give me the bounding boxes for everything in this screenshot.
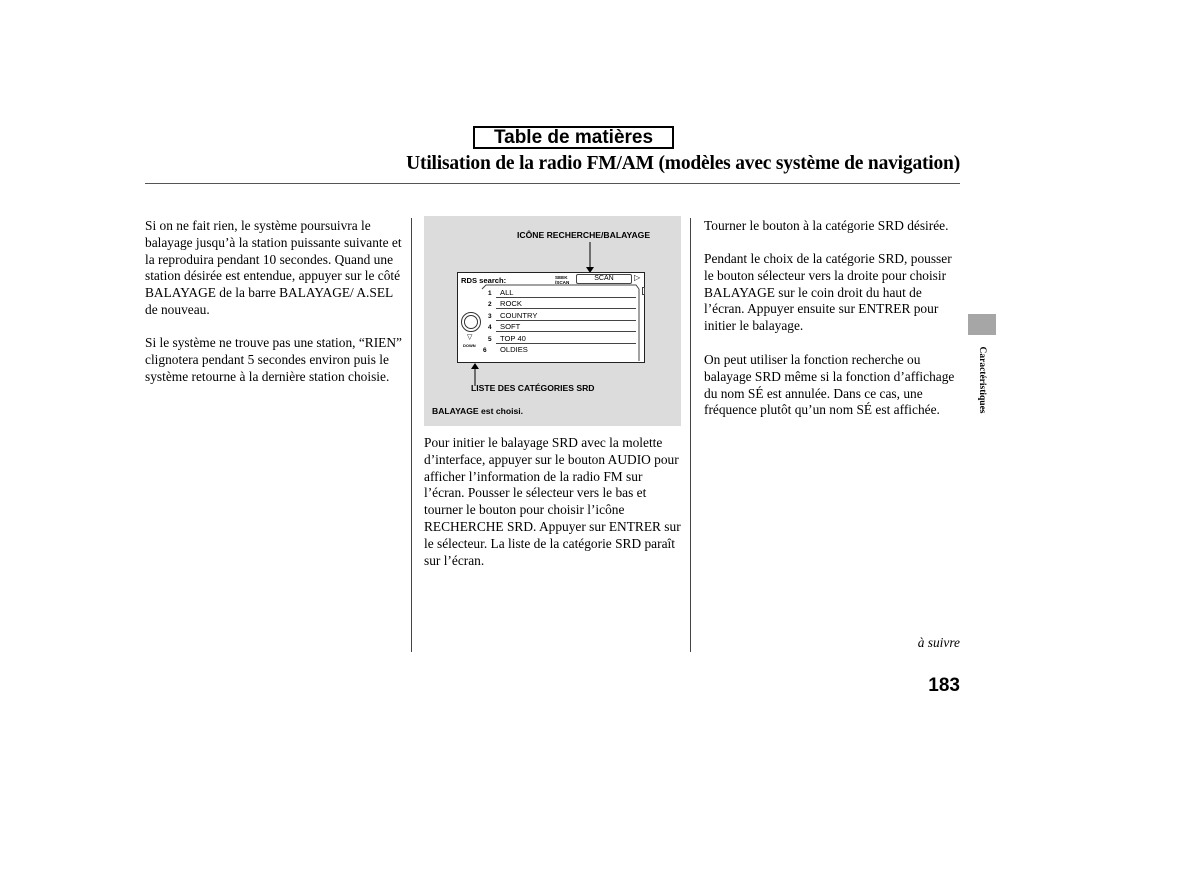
continued-label: à suivre [917,635,960,650]
right-paragraph-2: Pendant le choix de la catégorie SRD, pousser le bouton sélecteur vers la droite pour choisir BALAYAGE sur le coin droit du haut de l’écran. Appuyer ensuite sur ENTRER pour initier le balayage. [704,251,952,334]
item-number: 1 [488,290,492,297]
category-item-oldies[interactable]: OLDIES [500,345,528,354]
figure-srd-search [424,216,681,426]
scan-button[interactable]: SCAN [576,274,632,284]
figure-label-category-list: LISTE DES CATÉGORIES SRD [471,383,595,393]
radio-screen [457,272,645,363]
column-divider-right [690,218,691,652]
scan-arrow-icon: ▷ [634,273,641,282]
figure-label-search-icon: ICÔNE RECHERCHE/BALAYAGE [517,230,651,240]
left-paragraph-1: Si on ne fait rien, le système poursuivra le balayage jusqu’à la station puissante suivante et la reproduira pendant 10 secondes. Quand une station désirée est entendue, appuyer sur le côté BALAYAGE de la barre BALAYAGE/ A.SEL de nouveau. [145,218,402,317]
category-item-top-40[interactable]: TOP 40 [496,333,636,344]
right-paragraph-3: On peut utiliser la fonction recherche ou balayage SRD même si la fonction d’affichage du nom SÉ est annulée. Dans ce cas, une fréquence plutôt qu’un nom SÉ est affichée. [704,352,955,418]
category-item-soft[interactable]: SOFT [496,321,636,332]
category-item-country[interactable]: COUNTRY [496,310,636,321]
seek-scan-label: SEEK /SCAN [555,275,570,285]
item-number: 6 [483,347,487,354]
middle-paragraph-1: Pour initier le balayage SRD avec la molette d’interface, appuyer sur le bouton AUDIO pour afficher l’information de la radio FM sur l’écran. Pousser le sélecteur vers le bas et tourner le bouton pour choisir l’icône RECHERCHE SRD. Appuyer sur ENTRER sur le sélecteur. La liste de la catégorie SRD paraît sur l’écran. [424,435,681,568]
item-number: 3 [488,313,492,320]
category-item-rock[interactable]: ROCK [496,298,636,309]
screen-title: RDS search: [461,276,507,285]
page-title: Utilisation de la radio FM/AM (modèles avec système de navigation) [406,153,960,174]
table-of-contents-button[interactable]: Table de matières [473,126,674,149]
left-paragraph-2: Si le système ne trouve pas une station, “RIEN” clignotera pendant 5 secondes environ puis le système retourne à la dernière station choisie. [145,335,402,384]
figure-caption: BALAYAGE est choisi. [432,406,524,416]
down-label: DOWN [463,343,476,348]
right-paragraph-1: Tourner le bouton à la catégorie SRD désirée. [704,218,949,233]
item-number: 2 [488,301,492,308]
section-tab-label: Caractéristiques [977,346,987,414]
category-item-all[interactable]: ALL [496,287,636,298]
column-divider-left [411,218,412,652]
header-rule [145,183,960,184]
page-number: 183 [928,675,960,696]
dial-knob-icon [460,311,482,333]
item-number: 4 [488,324,492,331]
section-tab[interactable] [968,314,996,335]
down-arrow-icon: ▽ [467,334,473,341]
item-number: 5 [488,336,492,343]
